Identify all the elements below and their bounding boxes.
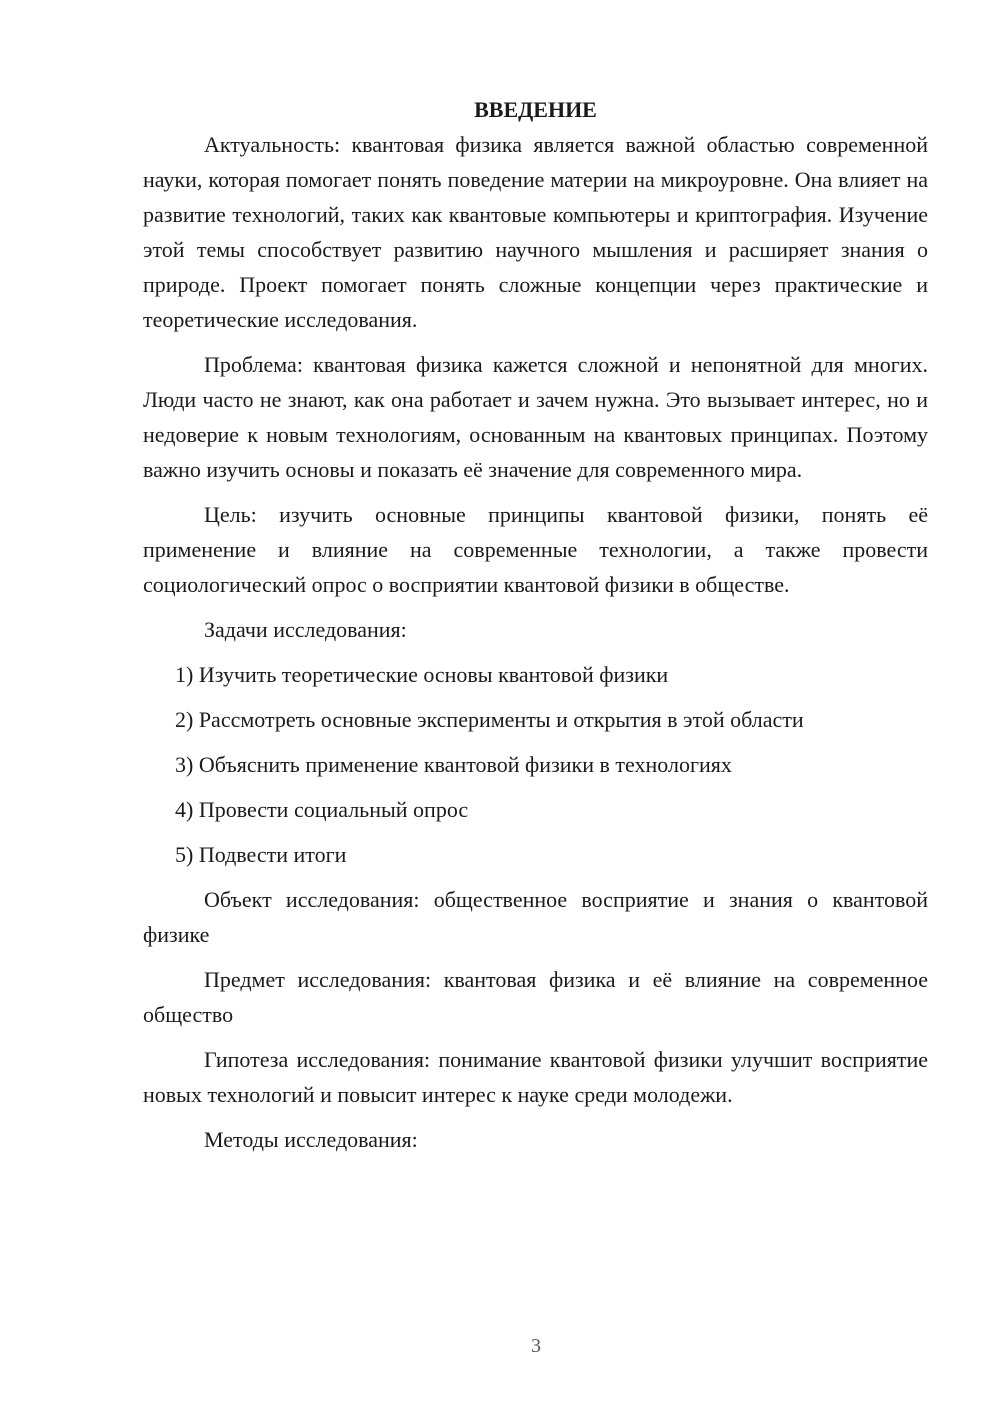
section-heading: ВВЕДЕНИЕ: [474, 97, 597, 122]
paragraph-goal: Цель: изучить основные принципы квантовой физики, понять её применение и влияние на современные технологии, а также провести социологический опрос о восприятии квантовой физики в обществе.: [143, 502, 928, 597]
paragraph-object: Объект исследования: общественное восприятие и знания о квантовой физике: [143, 887, 928, 947]
paragraph-hypothesis: Гипотеза исследования: понимание квантовой физики улучшит восприятие новых технологий и повысит интерес к науке среди молодежи.: [143, 1047, 928, 1107]
tasks-heading: Задачи исследования:: [204, 617, 407, 642]
document-page: [143, 92, 928, 1167]
paragraph-relevance: Актуальность: квантовая физика является важной областью современной науки, которая помогает понять поведение материи на микроуровне. Она влияет на развитие технологий, таких как квантовые компьютеры и криптография. Изучение этой темы способствует развитию научного мышления и расширяет знания о природе. Проект помогает понять сложные концепции через практические и теоретические исследования.: [143, 132, 928, 332]
list-item: 4) Провести социальный опрос: [175, 797, 469, 822]
list-item: 3) Объяснить применение квантовой физики в технологиях: [175, 752, 732, 777]
tasks-list: [143, 657, 928, 872]
methods-heading: Методы исследования:: [204, 1127, 418, 1152]
list-item: 2) Рассмотреть основные эксперименты и открытия в этой области: [175, 707, 804, 732]
page-number: 3: [531, 1335, 541, 1357]
paragraph-problem: Проблема: квантовая физика кажется сложной и непонятной для многих. Люди часто не знают, как она работает и зачем нужна. Это вызывает интерес, но и недоверие к новым технологиям, основанным на квантовых принципах. Поэтому важно изучить основы и показать её значение для современного мира.: [143, 352, 928, 482]
paragraph-subject: Предмет исследования: квантовая физика и её влияние на современное общество: [143, 967, 928, 1027]
list-item: 1) Изучить теоретические основы квантовой физики: [175, 662, 669, 687]
list-item: 5) Подвести итоги: [175, 842, 347, 867]
